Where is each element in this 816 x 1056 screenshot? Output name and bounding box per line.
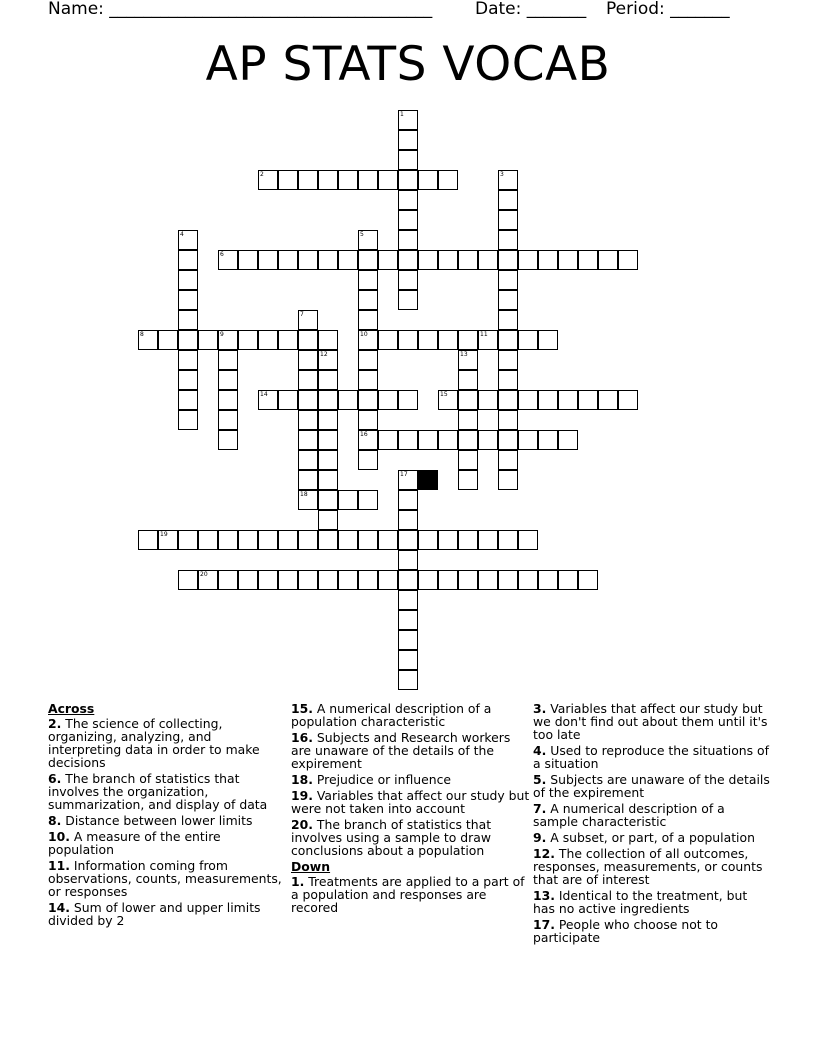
clue-label: 1.	[291, 874, 305, 889]
grid-cell[interactable]	[358, 250, 378, 270]
grid-cell[interactable]	[418, 170, 438, 190]
clue-column-1	[48, 702, 288, 930]
grid-cell[interactable]	[378, 430, 398, 450]
grid-cell[interactable]	[398, 610, 418, 630]
grid-cell[interactable]	[398, 590, 418, 610]
grid-cell[interactable]	[378, 530, 398, 550]
grid-cell[interactable]	[258, 530, 278, 550]
grid-cell[interactable]	[338, 390, 358, 410]
grid-cell[interactable]	[498, 430, 518, 450]
clue-text: Subjects and Research workers are unaware of the details of the expirement	[291, 730, 511, 771]
down-clue	[533, 773, 773, 799]
clue-label: 13.	[533, 888, 555, 903]
clue-number: 11	[480, 331, 488, 338]
across-clue	[48, 830, 288, 856]
grid-cell[interactable]	[398, 570, 418, 590]
grid-cell[interactable]	[538, 390, 558, 410]
grid-cell[interactable]	[298, 350, 318, 370]
grid-cell[interactable]	[458, 530, 478, 550]
down-clues-a	[291, 875, 531, 914]
grid-cell[interactable]	[178, 290, 198, 310]
grid-cell[interactable]	[158, 530, 178, 550]
grid-cell[interactable]	[358, 330, 378, 350]
grid-cell[interactable]	[518, 530, 538, 550]
clue-label: 10.	[48, 829, 70, 844]
grid-cell[interactable]	[178, 270, 198, 290]
clue-text: Variables that affect our study but we don't find out about them until it's too late	[533, 701, 768, 742]
grid-cell[interactable]	[278, 250, 298, 270]
clue-number: 1	[400, 111, 404, 118]
grid-cell[interactable]	[218, 370, 238, 390]
grid-cell[interactable]	[358, 390, 378, 410]
grid-cell[interactable]	[518, 390, 538, 410]
clue-label: 15.	[291, 701, 313, 716]
clue-number: 12	[320, 351, 328, 358]
grid-cell[interactable]	[398, 530, 418, 550]
period-field[interactable]: Period: _______	[606, 0, 730, 19]
clue-label: 7.	[533, 801, 547, 816]
down-clue	[533, 702, 773, 741]
grid-cell[interactable]	[478, 250, 498, 270]
grid-cell[interactable]	[318, 370, 338, 390]
grid-cell[interactable]	[258, 390, 278, 410]
grid-cell[interactable]	[458, 570, 478, 590]
grid-cell[interactable]	[558, 250, 578, 270]
grid-cell[interactable]	[358, 490, 378, 510]
across-heading: Across	[48, 701, 95, 716]
down-clue	[533, 744, 773, 770]
grid-cell[interactable]	[498, 210, 518, 230]
grid-cell[interactable]	[358, 170, 378, 190]
grid-cell[interactable]	[558, 570, 578, 590]
grid-cell[interactable]	[398, 250, 418, 270]
grid-cell[interactable]	[438, 530, 458, 550]
grid-cell[interactable]	[218, 410, 238, 430]
grid-cell[interactable]	[578, 570, 598, 590]
down-clues-b	[533, 702, 773, 944]
grid-cell[interactable]	[318, 490, 338, 510]
grid-cell[interactable]	[338, 530, 358, 550]
grid-cell[interactable]	[278, 390, 298, 410]
clue-label: 14.	[48, 900, 70, 915]
grid-cell[interactable]	[458, 250, 478, 270]
grid-cell[interactable]	[358, 270, 378, 290]
clue-text: Identical to the treatment, but has no active ingredients	[533, 888, 748, 916]
clue-text: The collection of all outcomes, responses, measurements, or counts that are of interest	[533, 846, 763, 887]
grid-cell[interactable]	[498, 530, 518, 550]
grid-cell[interactable]	[418, 250, 438, 270]
grid-cell[interactable]	[318, 330, 338, 350]
across-clues-b	[291, 702, 531, 857]
grid-cell[interactable]	[218, 350, 238, 370]
clue-number: 20	[200, 571, 208, 578]
grid-cell[interactable]	[438, 570, 458, 590]
clue-number: 16	[360, 431, 368, 438]
grid-cell[interactable]	[498, 470, 518, 490]
grid-cell[interactable]	[218, 430, 238, 450]
grid-cell[interactable]	[578, 250, 598, 270]
grid-cell[interactable]	[398, 490, 418, 510]
grid-cell[interactable]	[498, 570, 518, 590]
grid-cell[interactable]	[258, 170, 278, 190]
grid-cell[interactable]	[398, 150, 418, 170]
grid-cell[interactable]	[398, 210, 418, 230]
grid-cell[interactable]	[298, 410, 318, 430]
grid-cell[interactable]	[218, 390, 238, 410]
grid-cell[interactable]	[518, 330, 538, 350]
grid-cell[interactable]	[138, 530, 158, 550]
date-field[interactable]: Date: _______	[475, 0, 587, 19]
grid-cell[interactable]	[538, 250, 558, 270]
grid-cell[interactable]	[478, 330, 498, 350]
grid-cell[interactable]	[238, 570, 258, 590]
grid-cell[interactable]	[178, 370, 198, 390]
grid-cell[interactable]	[178, 530, 198, 550]
grid-cell[interactable]	[178, 410, 198, 430]
across-clue	[291, 731, 531, 770]
grid-cell[interactable]	[398, 390, 418, 410]
grid-cell[interactable]	[298, 530, 318, 550]
grid-cell[interactable]	[378, 570, 398, 590]
grid-cell[interactable]	[398, 190, 418, 210]
grid-cell[interactable]	[378, 390, 398, 410]
grid-cell[interactable]	[378, 330, 398, 350]
grid-cell[interactable]	[498, 310, 518, 330]
grid-cell[interactable]	[538, 330, 558, 350]
grid-cell[interactable]	[338, 570, 358, 590]
clue-column-3	[533, 702, 773, 947]
across-clue	[291, 789, 531, 815]
grid-cell[interactable]	[558, 390, 578, 410]
clue-text: The branch of statistics that involves the organization, summarization, and display of data	[48, 771, 268, 812]
grid-cell[interactable]	[618, 250, 638, 270]
grid-cell[interactable]	[618, 390, 638, 410]
grid-cell[interactable]	[378, 250, 398, 270]
grid-cell[interactable]	[298, 310, 318, 330]
grid-cell[interactable]	[358, 230, 378, 250]
grid-cell[interactable]	[498, 290, 518, 310]
grid-cell[interactable]	[458, 450, 478, 470]
grid-cell[interactable]	[398, 170, 418, 190]
grid-cell[interactable]	[518, 430, 538, 450]
grid-cell[interactable]	[518, 570, 538, 590]
grid-cell[interactable]	[358, 450, 378, 470]
grid-cell[interactable]	[398, 670, 418, 690]
grid-cell[interactable]	[358, 310, 378, 330]
grid-cell[interactable]	[358, 530, 378, 550]
grid-cell[interactable]	[458, 410, 478, 430]
clue-label: 19.	[291, 788, 313, 803]
grid-cell[interactable]	[318, 510, 338, 530]
grid-cell[interactable]	[598, 250, 618, 270]
grid-cell[interactable]	[498, 330, 518, 350]
grid-cell[interactable]	[398, 470, 418, 490]
grid-cell[interactable]	[378, 170, 398, 190]
clue-text: Used to reproduce the situations of a situation	[533, 743, 769, 771]
grid-cell[interactable]	[358, 370, 378, 390]
grid-cell[interactable]	[318, 570, 338, 590]
grid-cell[interactable]	[398, 650, 418, 670]
across-clues-a	[48, 717, 288, 927]
grid-cell[interactable]	[438, 430, 458, 450]
grid-cell[interactable]	[498, 350, 518, 370]
grid-cell[interactable]	[498, 410, 518, 430]
grid-cell[interactable]	[138, 330, 158, 350]
grid-cell[interactable]	[418, 570, 438, 590]
clue-number: 10	[360, 331, 368, 338]
across-clue	[48, 772, 288, 811]
grid-cell[interactable]	[398, 630, 418, 650]
grid-cell[interactable]	[358, 290, 378, 310]
grid-cell[interactable]	[258, 570, 278, 590]
grid-cell[interactable]	[398, 230, 418, 250]
grid-cell[interactable]	[278, 570, 298, 590]
clue-label: 18.	[291, 772, 313, 787]
clue-text: Information coming from observations, counts, measurements, or responses	[48, 858, 282, 899]
grid-cell[interactable]	[158, 330, 178, 350]
page-title: AP STATS VOCAB	[205, 37, 611, 92]
grid-cell[interactable]	[518, 250, 538, 270]
down-clue	[533, 847, 773, 886]
clue-label: 4.	[533, 743, 547, 758]
grid-cell[interactable]	[538, 430, 558, 450]
grid-cell[interactable]	[238, 330, 258, 350]
clue-label: 20.	[291, 817, 313, 832]
clue-number: 6	[220, 251, 224, 258]
grid-cell[interactable]	[558, 430, 578, 450]
grid-cell[interactable]	[318, 250, 338, 270]
clue-text: Treatments are applied to a part of a population and responses are recored	[291, 874, 525, 915]
grid-cell[interactable]	[358, 430, 378, 450]
grid-cell[interactable]	[298, 450, 318, 470]
grid-cell[interactable]	[338, 170, 358, 190]
grid-cell[interactable]	[218, 250, 238, 270]
clue-number: 3	[500, 171, 504, 178]
grid-cell[interactable]	[438, 330, 458, 350]
grid-cell[interactable]	[298, 250, 318, 270]
down-clue	[533, 802, 773, 828]
grid-cell[interactable]	[358, 410, 378, 430]
grid-cell[interactable]	[358, 570, 378, 590]
grid-cell[interactable]	[178, 330, 198, 350]
down-clue	[291, 875, 531, 914]
clue-number: 2	[260, 171, 264, 178]
clue-column-2	[291, 702, 531, 917]
grid-cell[interactable]	[498, 250, 518, 270]
clue-label: 12.	[533, 846, 555, 861]
grid-cell[interactable]	[438, 250, 458, 270]
grid-cell[interactable]	[318, 390, 338, 410]
grid-cell[interactable]	[458, 430, 478, 450]
grid-cell[interactable]	[438, 390, 458, 410]
grid-cell[interactable]	[478, 570, 498, 590]
grid-cell[interactable]	[298, 430, 318, 450]
grid-cell[interactable]	[298, 170, 318, 190]
clue-text: Variables that affect our study but were not taken into account	[291, 788, 530, 816]
clue-text: A numerical description of a population characteristic	[291, 701, 492, 729]
grid-cell[interactable]	[258, 330, 278, 350]
across-clue	[48, 901, 288, 927]
down-clue	[533, 918, 773, 944]
grid-cell[interactable]	[498, 270, 518, 290]
grid-cell[interactable]	[398, 510, 418, 530]
grid-cell[interactable]	[498, 450, 518, 470]
across-clue	[291, 773, 531, 786]
clue-number: 17	[400, 471, 408, 478]
grid-cell[interactable]	[178, 250, 198, 270]
across-clue	[291, 702, 531, 728]
clue-text: Distance between lower limits	[61, 813, 253, 828]
grid-cell[interactable]	[458, 470, 478, 490]
clue-number: 15	[440, 391, 448, 398]
clue-text: A numerical description of a sample characteristic	[533, 801, 725, 829]
clue-text: The science of collecting, organizing, analyzing, and interpreting data in order to make decisions	[48, 716, 260, 770]
grid-cell[interactable]	[278, 530, 298, 550]
grid-cell[interactable]	[398, 130, 418, 150]
grid-cell[interactable]	[598, 390, 618, 410]
clue-label: 6.	[48, 771, 62, 786]
grid-cell[interactable]	[578, 390, 598, 410]
grid-cell[interactable]	[478, 530, 498, 550]
grid-cell[interactable]	[538, 570, 558, 590]
grid-cell[interactable]	[398, 330, 418, 350]
grid-cell[interactable]	[338, 250, 358, 270]
down-clue	[533, 831, 773, 844]
grid-cell[interactable]	[478, 430, 498, 450]
clue-label: 2.	[48, 716, 62, 731]
grid-cell[interactable]	[338, 490, 358, 510]
grid-cell[interactable]	[178, 390, 198, 410]
grid-cell[interactable]	[278, 330, 298, 350]
grid-cell[interactable]	[318, 470, 338, 490]
grid-cell[interactable]	[178, 310, 198, 330]
clue-text: Prejudice or influence	[312, 772, 452, 787]
clue-number: 8	[140, 331, 144, 338]
grid-cell[interactable]	[398, 290, 418, 310]
clue-text: A subset, or part, of a population	[546, 830, 755, 845]
clue-number: 5	[360, 231, 364, 238]
grid-cell[interactable]	[218, 330, 238, 350]
clue-number: 19	[160, 531, 168, 538]
grid-cell[interactable]	[278, 170, 298, 190]
grid-cell[interactable]	[418, 530, 438, 550]
clue-number: 7	[300, 311, 304, 318]
grid-cell[interactable]	[318, 170, 338, 190]
grid-cell[interactable]	[238, 250, 258, 270]
across-clue	[291, 818, 531, 857]
clue-label: 11.	[48, 858, 70, 873]
clue-number: 13	[460, 351, 468, 358]
across-clue	[48, 717, 288, 769]
clue-number: 9	[220, 331, 224, 338]
grid-cell[interactable]	[298, 470, 318, 490]
grid-cell[interactable]	[498, 190, 518, 210]
grid-cell[interactable]	[218, 530, 238, 550]
grid-cell[interactable]	[418, 430, 438, 450]
clue-text: Sum of lower and upper limits divided by 2	[48, 900, 261, 928]
clue-label: 3.	[533, 701, 547, 716]
grid-cell[interactable]	[198, 530, 218, 550]
grid-cell[interactable]	[498, 370, 518, 390]
grid-cell[interactable]	[498, 170, 518, 190]
grid-cell[interactable]	[298, 390, 318, 410]
grid-cell[interactable]	[318, 410, 338, 430]
clue-text: People who choose not to participate	[533, 917, 719, 945]
grid-cell[interactable]	[218, 570, 238, 590]
grid-cell[interactable]	[178, 570, 198, 590]
clue-text: A measure of the entire population	[48, 829, 221, 857]
grid-cell[interactable]	[418, 330, 438, 350]
clue-label: 8.	[48, 813, 62, 828]
grid-cell[interactable]	[318, 430, 338, 450]
down-heading: Down	[291, 859, 331, 874]
grid-cell[interactable]	[358, 350, 378, 370]
grid-cell[interactable]	[318, 350, 338, 370]
grid-cell[interactable]	[398, 110, 418, 130]
grid-cell[interactable]	[318, 450, 338, 470]
clue-label: 16.	[291, 730, 313, 745]
grid-cell[interactable]	[318, 530, 338, 550]
black-square	[418, 470, 438, 490]
grid-cell[interactable]	[478, 390, 498, 410]
grid-cell[interactable]	[398, 430, 418, 450]
grid-cell[interactable]	[498, 230, 518, 250]
name-field[interactable]: Name: ______________________________________	[48, 0, 433, 19]
grid-cell[interactable]	[178, 230, 198, 250]
grid-cell[interactable]	[458, 330, 478, 350]
grid-cell[interactable]	[198, 330, 218, 350]
grid-cell[interactable]	[298, 570, 318, 590]
grid-cell[interactable]	[298, 370, 318, 390]
grid-cell[interactable]	[438, 170, 458, 190]
grid-cell[interactable]	[498, 390, 518, 410]
across-clue	[48, 859, 288, 898]
grid-cell[interactable]	[298, 490, 318, 510]
clue-label: 17.	[533, 917, 555, 932]
grid-cell[interactable]	[178, 350, 198, 370]
clue-text: Subjects are unaware of the details of the expirement	[533, 772, 770, 800]
across-clue	[48, 814, 288, 827]
clue-number: 14	[260, 391, 268, 398]
grid-cell[interactable]	[458, 390, 478, 410]
grid-cell[interactable]	[258, 250, 278, 270]
clue-text: The branch of statistics that involves using a sample to draw conclusions about a population	[291, 817, 492, 858]
clue-label: 5.	[533, 772, 547, 787]
clue-number: 18	[300, 491, 308, 498]
clue-label: 9.	[533, 830, 547, 845]
grid-cell[interactable]	[398, 270, 418, 290]
grid-cell[interactable]	[458, 370, 478, 390]
grid-cell[interactable]	[298, 330, 318, 350]
grid-cell[interactable]	[238, 530, 258, 550]
down-clue	[533, 889, 773, 915]
grid-cell[interactable]	[198, 570, 218, 590]
grid-cell[interactable]	[398, 550, 418, 570]
clue-number: 4	[180, 231, 184, 238]
grid-cell[interactable]	[458, 350, 478, 370]
